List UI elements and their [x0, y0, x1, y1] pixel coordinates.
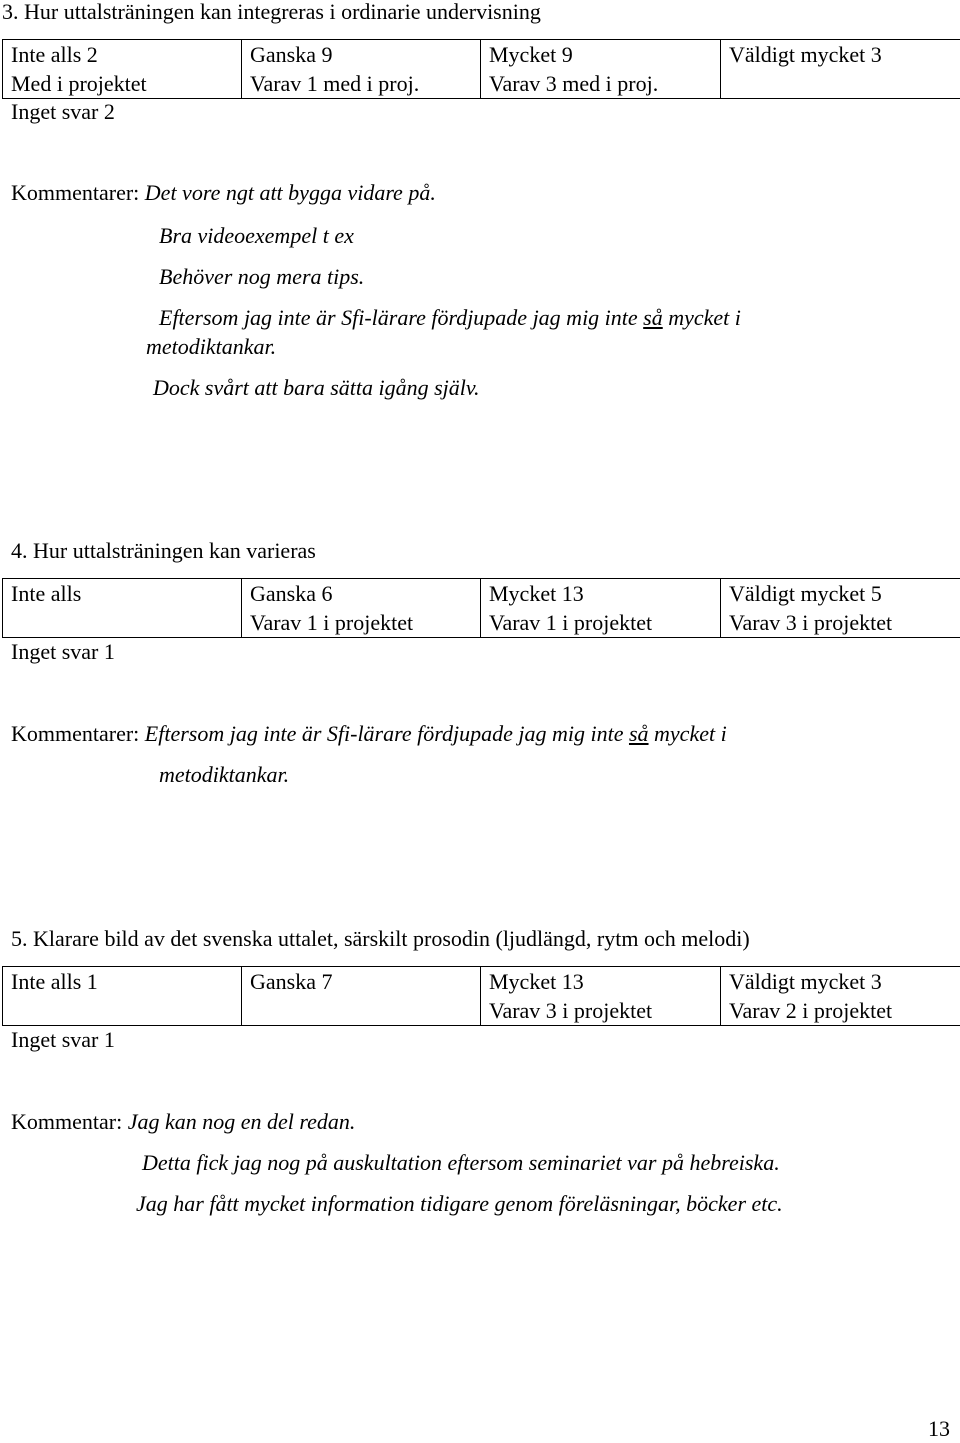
no-answer-count: Inget svar 1 [11, 1025, 115, 1054]
comment-text: Eftersom jag inte är Sfi-lärare fördjupade jag mig inte så mycket i [145, 721, 727, 746]
comment-text: Detta fick jag nog på auskultation eftersom seminariet var på hebreiska. [142, 1148, 780, 1177]
table-cell: Väldigt mycket 3 [721, 40, 960, 99]
table-cell: Ganska 6 Varav 1 i projektet [242, 579, 481, 638]
table-cell: Väldigt mycket 5 Varav 3 i projektet [721, 579, 960, 638]
comment-text: Det vore ngt att bygga vidare på. [145, 180, 436, 205]
comment-text: Jag har fått mycket information tidigare genom föreläsningar, böcker etc. [136, 1189, 783, 1218]
comment-text: metodiktankar. [159, 760, 289, 789]
table-cell: Ganska 9 Varav 1 med i proj. [242, 40, 481, 99]
section-4-table [2, 578, 960, 638]
page-number: 13 [928, 1414, 950, 1443]
table-cell: Mycket 13 Varav 3 i projektet [481, 967, 721, 1026]
comment-text: metodiktankar. [146, 332, 276, 361]
comment-text: Eftersom jag inte är Sfi-lärare fördjupade jag mig inte så mycket i [159, 303, 741, 332]
comment-text: Dock svårt att bara sätta igång själv. [153, 373, 480, 402]
comment-label: Kommentarer: Det vore ngt att bygga vidare på. [11, 178, 436, 207]
table-cell: Mycket 13 Varav 1 i projektet [481, 579, 721, 638]
comment-text: Behöver nog mera tips. [159, 262, 364, 291]
table-cell: Ganska 7 [242, 967, 481, 1026]
section-3-heading: 3. Hur uttalsträningen kan integreras i ordinarie undervisning [2, 0, 541, 26]
comment-text: Jag kan nog en del redan. [128, 1109, 356, 1134]
comment-text: Bra videoexempel t ex [159, 221, 354, 250]
section-5-heading: 5. Klarare bild av det svenska uttalet, särskilt prosodin (ljudlängd, rytm och melodi) [11, 924, 750, 953]
table-cell: Mycket 9 Varav 3 med i proj. [481, 40, 721, 99]
section-3-table [2, 39, 960, 99]
comment-label: Kommentarer: Eftersom jag inte är Sfi-lärare fördjupade jag mig inte så mycket i [11, 719, 727, 748]
table-cell: Inte alls 2 Med i projektet [3, 40, 242, 99]
table-cell: Inte alls [3, 579, 242, 638]
no-answer-count: Inget svar 1 [11, 637, 115, 666]
section-4-heading: 4. Hur uttalsträningen kan varieras [11, 536, 316, 565]
no-answer-count: Inget svar 2 [11, 97, 115, 126]
table-cell: Inte alls 1 [3, 967, 242, 1026]
section-5-table [2, 966, 960, 1026]
table-cell: Väldigt mycket 3 Varav 2 i projektet [721, 967, 960, 1026]
comment-label: Kommentar: Jag kan nog en del redan. [11, 1107, 355, 1136]
